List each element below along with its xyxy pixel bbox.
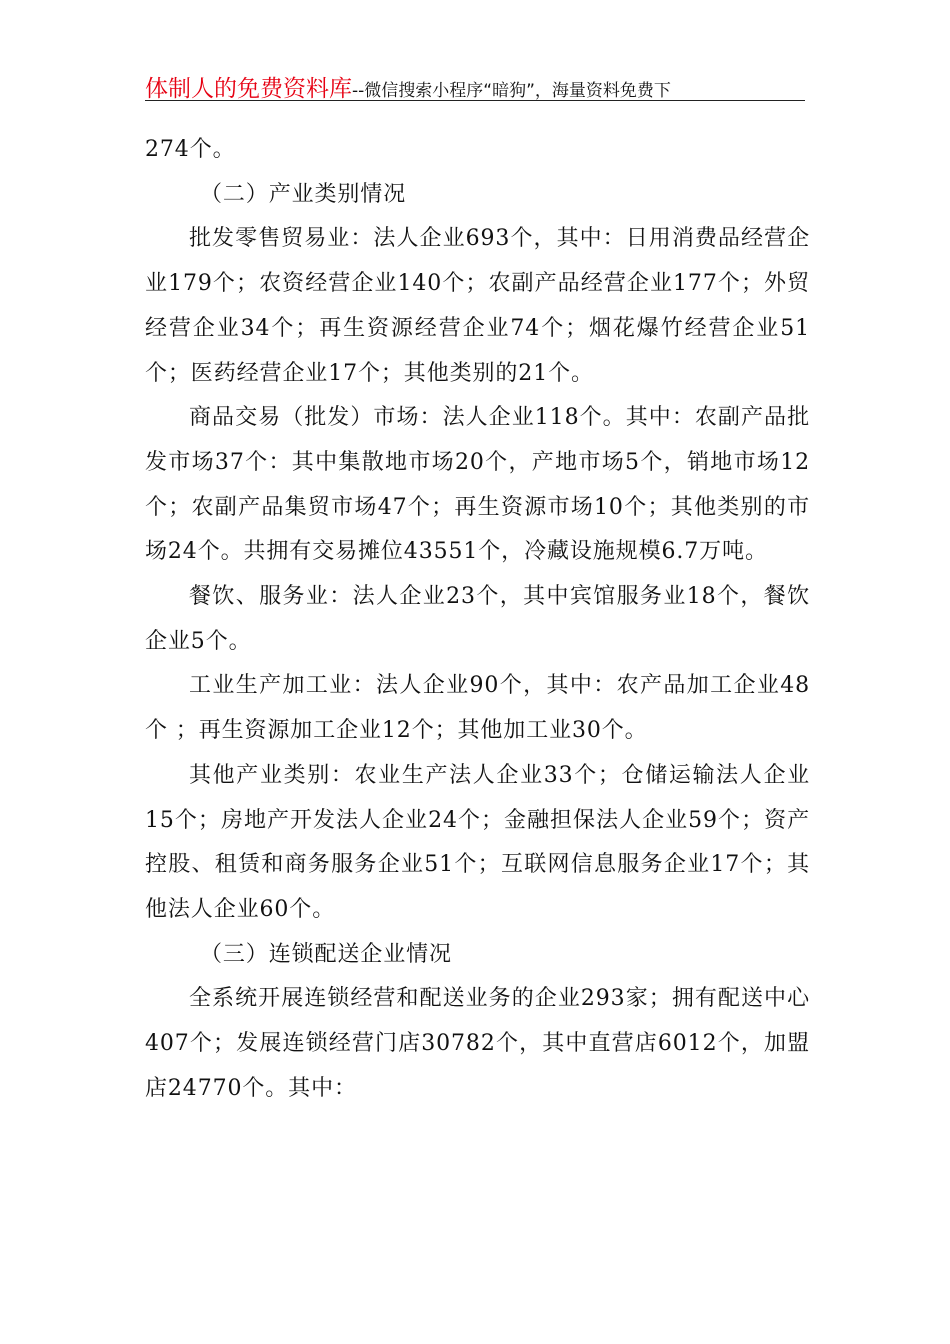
paragraph-catering-services: 餐饮、服务业：法人企业23个，其中宾馆服务业18个，餐饮企业5个。	[145, 584, 810, 654]
header-tagline: --微信搜索小程序“暗狗”，海量资料免费下	[352, 81, 671, 101]
paragraph-other-industries: 其他产业类别：农业生产法人企业33个；仓储运输法人企业15个；房地产开发法人企业24个；金融担保法人企业59个；资产控股、租赁和商务服务企业51个；互联网信息服务企业17个；其他法人企业60个。	[145, 762, 810, 922]
paragraph-commodity-markets: 商品交易（批发）市场：法人企业118个。其中：农副产品批发市场37个：其中集散地市场20个，产地市场5个，销地市场12个；农副产品集贸市场47个；再生资源市场10个；其他类别的市场24个。共拥有交易摊位43551个，冷藏设施规模6.7万吨。	[145, 405, 810, 565]
document-body	[145, 128, 810, 1111]
paragraph-industrial-processing: 工业生产加工业：法人企业90个，其中：农产品加工企业48个 ；再生资源加工企业12个；其他加工业30个。	[145, 673, 810, 744]
paragraph-wholesale-retail: 批发零售贸易业：法人企业693个，其中：日用消费品经营企业179个；农资经营企业140个；农副产品经营企业177个；外贸经营企业34个；再生资源经营企业74个；烟花爆竹经营企业51个；医药经营企业17个；其他类别的21个。	[145, 226, 810, 386]
paragraph-chain-distribution: 全系统开展连锁经营和配送业务的企业293家；拥有配送中心407个；发展连锁经营门店30782个，其中直营店6012个，加盟店24770个。其中：	[145, 986, 810, 1101]
section-heading-chain-distribution: （三）连锁配送企业情况	[200, 941, 452, 967]
section-heading-industry-categories: （二）产业类别情况	[200, 181, 407, 207]
header-divider	[145, 100, 805, 101]
paragraph-continuation: 274个。	[145, 137, 236, 162]
header-brand: 体制人的免费资料库	[145, 76, 352, 102]
page-header	[145, 70, 805, 103]
